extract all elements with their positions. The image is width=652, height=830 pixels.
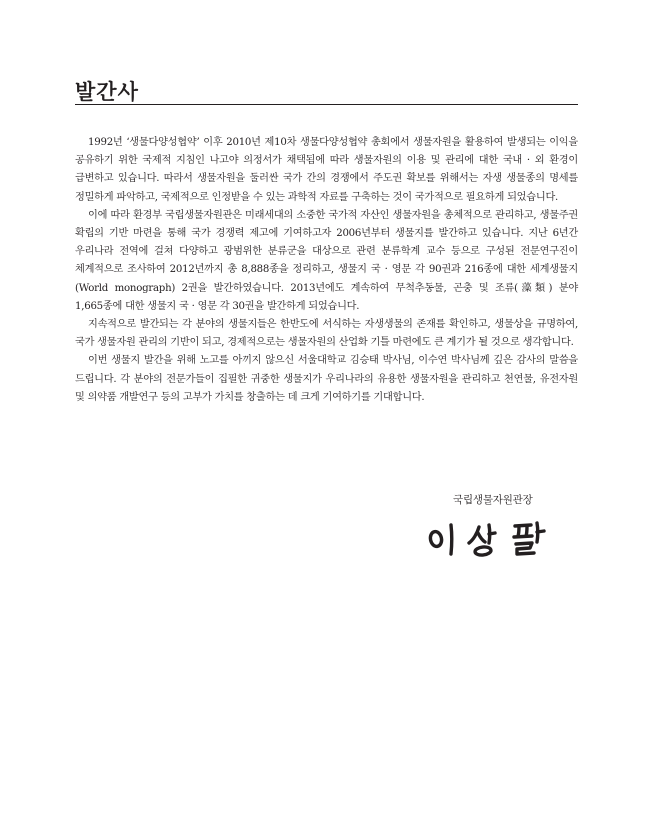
- paragraph-4: 이번 생물지 발간을 위해 노고를 아끼지 않으신 서울대학교 김승태 박사님, 이수연 박사님께 깊은 감사의 말씀을 드립니다. 각 분야의 전문가들이 집필한 귀중한 생물지가 우리나라의 유용한 생물자원을 관리하고 천연물, 유전자원 및 의약품 개발연구 등의 고부가 가치를 창출하는 데 크게 기여하기를 기대합니다.: [75, 355, 578, 403]
- page-title: 발간사: [75, 80, 139, 104]
- title-divider: [75, 104, 578, 105]
- paragraph-3: 지속적으로 발간되는 각 분야의 생물지들은 한반도에 서식하는 자생생물의 존재를 확인하고, 생물상을 규명하여, 국가 생물자원 관리의 기반이 되고, 경제적으로는 생물자원의 산업화 기틀 마련에도 큰 계기가 될 것으로 생각합니다.: [75, 319, 578, 349]
- paragraph-1: 1992년 ‘생물다양성협약’ 이후 2010년 제10차 생물다양성협약 총회에서 생물자원을 활용하여 발생되는 이익을 공유하기 위한 국제적 지침인 나고야 의정서가 채택됨에 따라 생물자원의 이용 및 관리에 대한 국내 · 외 환경이 급변하고 있습니다. 따라서 생물자원을 둘러싼 국가 간의 경쟁에서 주도권 확보를 위해서는 자생 생물종의 명세를 정밀하게 파악하고, 국제적으로 인정받을 수 있는 과학적 자료를 구축하는 것이 국가적으로 필요하게 되었습니다.: [75, 137, 578, 203]
- preface-body: [75, 134, 578, 407]
- paragraph-2: 이에 따라 환경부 국립생물자원관은 미래세대의 소중한 국가적 자산인 생물자원을 총체적으로 관리하고, 생물주권 확립의 기반 마련을 통해 국가 경쟁력 제고에 기여하고자 2006년부터 생물지를 발간하고 있습니다. 지난 6년간 우리나라 전역에 걸쳐 다양하고 광범위한 분류군을 대상으로 관련 분류학계 교수 등으로 구성된 전문연구진이 체계적으로 조사하여 2012년까지 총 8,888종을 정리하고, 생물지 국 · 영문 각 90권과 216종에 대한 세계생물지(World monograph) 2권을 발간하였습니다. 2013년에도 계속하여 무척추동물, 곤충 및 조류(藻類) 분야 1,665종에 대한 생물지 국 · 영문 각 30권을 발간하게 되었습니다.: [75, 209, 578, 312]
- handwritten-signature: [420, 516, 570, 560]
- signatory-title: 국립생물자원관장: [453, 494, 533, 506]
